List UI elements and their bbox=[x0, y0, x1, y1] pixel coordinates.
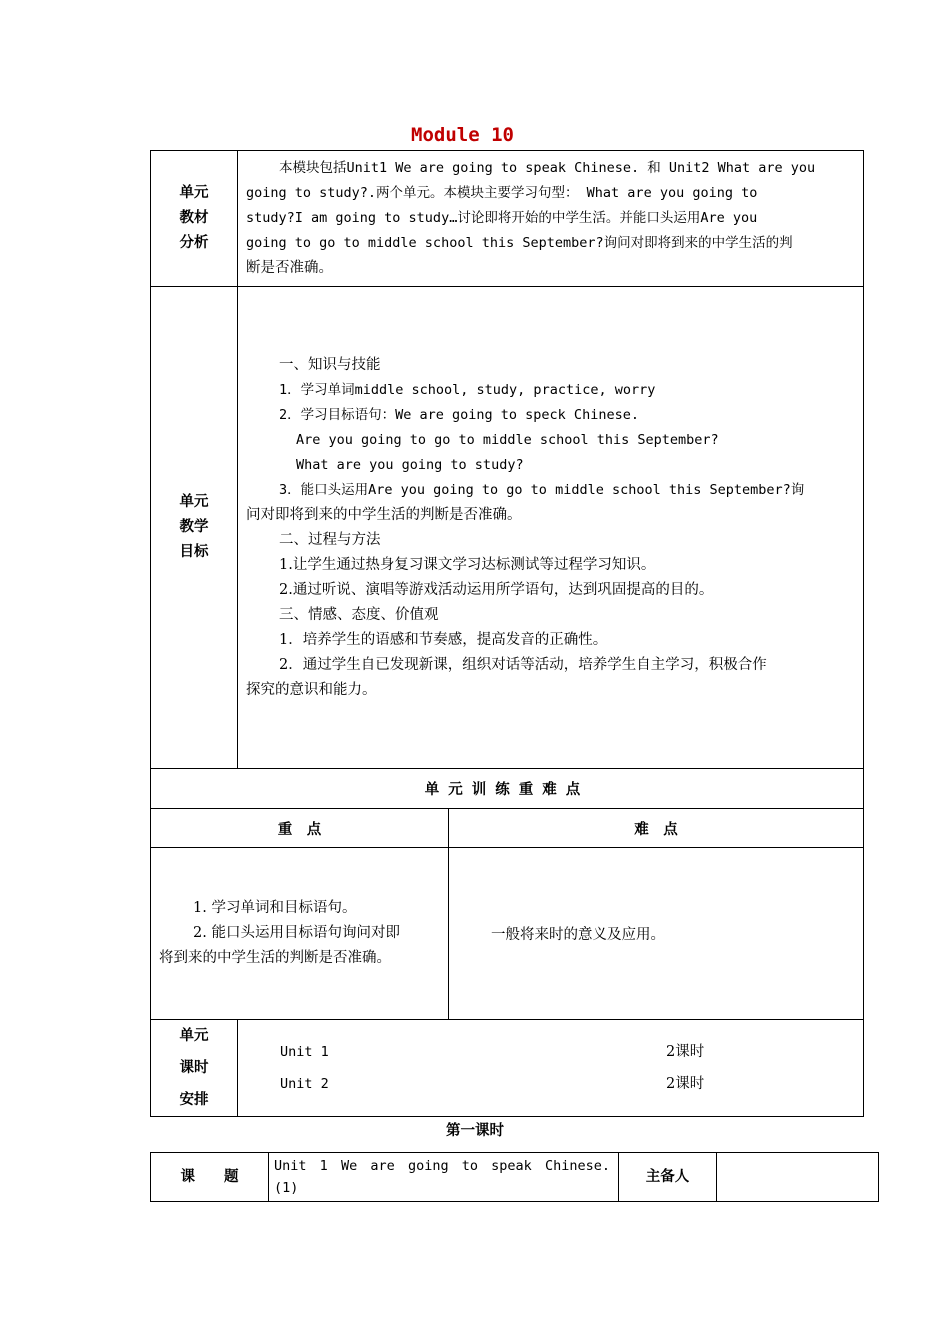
topic-label: 课 题 bbox=[151, 1153, 269, 1202]
difficulties-header: 单元训练重难点 bbox=[151, 769, 864, 809]
lesson-table bbox=[150, 1152, 879, 1202]
schedule-label: 单元 课时 安排 bbox=[151, 1020, 238, 1117]
analysis-text: 本模块包括Unit1 We are going to speak Chinese. 和 Unit2 What are you going to study?.两个单元。本模块主要学习句型： What are you going to study?I am going to study…讨论即将开始的中学生活。并能口头运用Are you going to go to middle school this September?询问对即将到来的中学生活的判 断是否准确。 bbox=[238, 151, 864, 287]
key-hard-row bbox=[151, 848, 864, 1020]
preparer-label: 主备人 bbox=[619, 1153, 717, 1202]
page-title: Module 10 bbox=[411, 124, 514, 146]
lesson-row bbox=[151, 1153, 879, 1202]
key-hard-header-row bbox=[151, 809, 864, 848]
hard-points: 一般将来时的意义及应用。 bbox=[449, 848, 864, 1020]
objectives-text: 一、知识与技能 1．学习单词middle school, study, practice, worry 2．学习目标语句：We are going to speck Chinese. Are you going to go to middle school this September? What are you going to study? 3．能口头运用Are you going to go to middle school this September?询 问对即将到来的中学生活的判断是否准确。 二、过程与方法 1.让学生通过热身复习课文学习达标测试等过程学习知识。 2.通过听说、演唱等游戏活动运用所学语句，达到巩固提高的目的。 三、情感、态度、价值观 1．培养学生的语感和节奏感，提高发音的正确性。 2．通过学生自已发现新课，组织对话等活动，培养学生自主学习，积极合作 探究的意识和能力。 bbox=[238, 287, 864, 769]
analysis-row bbox=[151, 151, 864, 287]
lesson-heading: 第一课时 bbox=[446, 1123, 504, 1139]
schedule-item: Unit 2 2课时 bbox=[280, 1076, 705, 1092]
hard-points-header: 难 点 bbox=[449, 809, 864, 848]
objectives-row bbox=[151, 287, 864, 769]
analysis-label: 单元 教材 分析 bbox=[151, 151, 238, 287]
objectives-label: 单元 教学 目标 bbox=[151, 287, 238, 769]
key-points-header: 重 点 bbox=[151, 809, 449, 848]
difficulties-header-row bbox=[151, 769, 864, 809]
key-points: 1. 学习单词和目标语句。 2. 能口头运用目标语句询问对即 将到来的中学生活的判断是否准确。 bbox=[151, 848, 449, 1020]
schedule-list bbox=[238, 1020, 864, 1117]
topic-value: Unit 1 We are going to speak Chinese. (1) bbox=[269, 1153, 619, 1202]
schedule-item: Unit 1 2课时 bbox=[280, 1044, 705, 1060]
unit-plan-table bbox=[150, 150, 864, 1117]
schedule-row bbox=[151, 1020, 864, 1117]
preparer-value bbox=[717, 1153, 879, 1202]
